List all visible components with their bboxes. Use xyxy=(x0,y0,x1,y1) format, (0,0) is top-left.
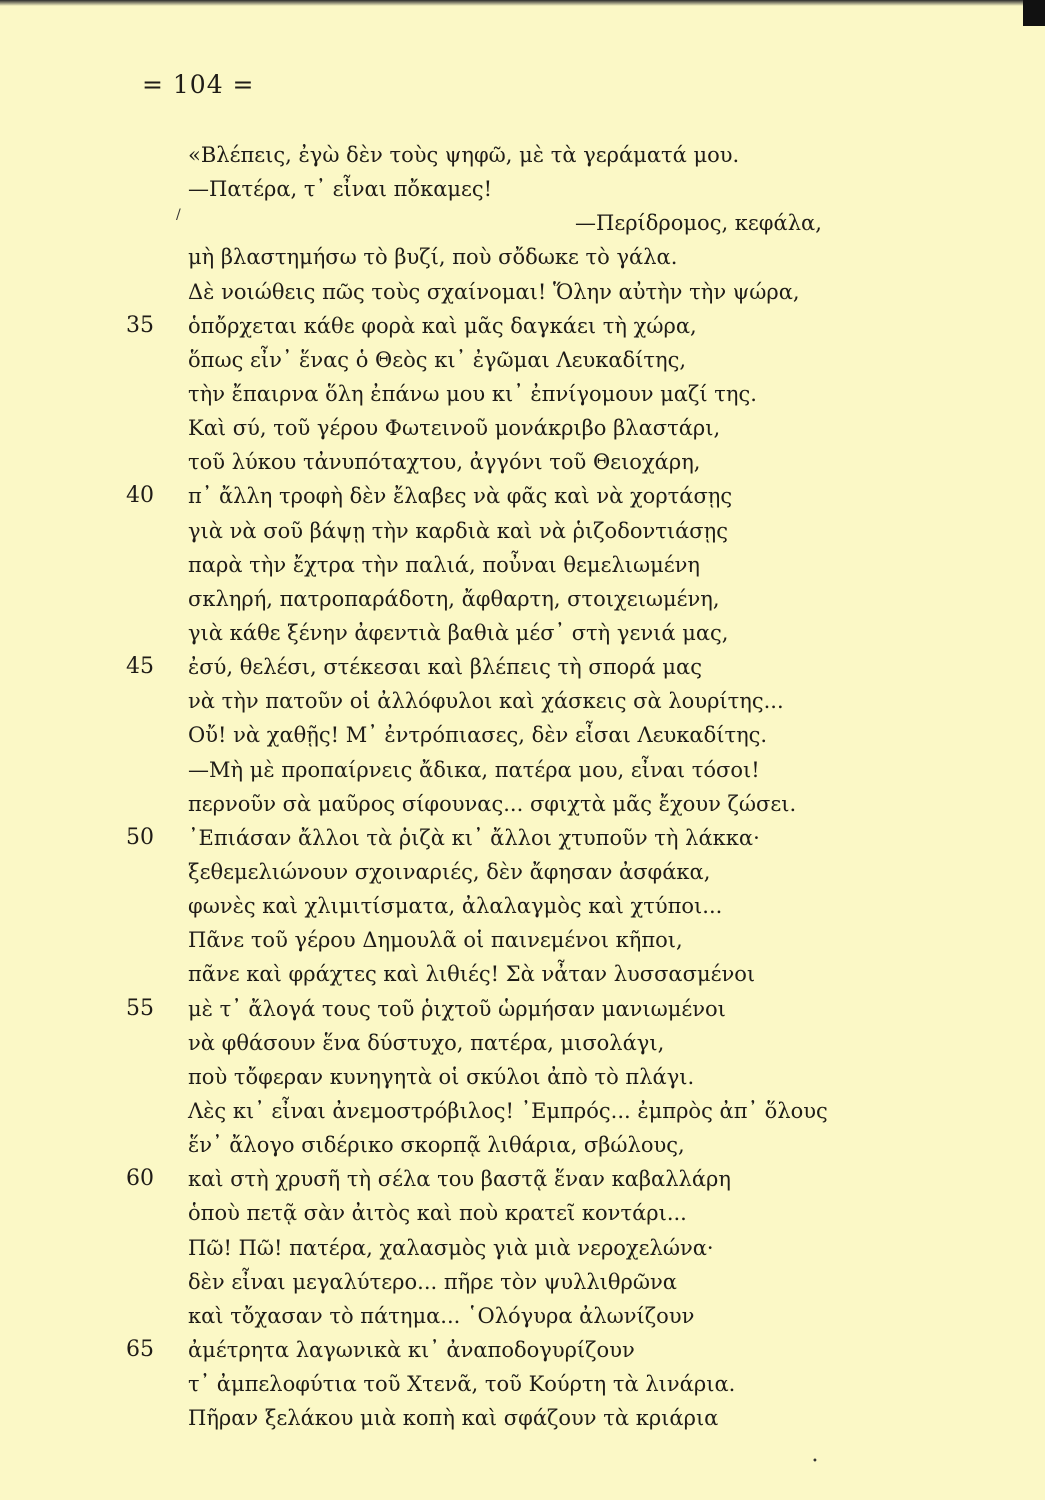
poem-line xyxy=(0,1060,1045,1094)
line-text: ἐσύ, θελέσι, στέκεσαι καὶ βλέπεις τὴ σπορά μας xyxy=(188,655,702,680)
line-text: —Πατέρα, τ᾿ εἶναι πὄκαμες! xyxy=(188,177,493,202)
line-text: π᾿ ἄλλη τροφὴ δὲν ἔλαβες νὰ φᾶς καὶ νὰ χορτάσῃς xyxy=(188,484,733,509)
poem-line xyxy=(0,206,1045,240)
poem-line xyxy=(0,1231,1045,1265)
poem-line xyxy=(0,445,1045,479)
line-text: ᾿Επιάσαν ἄλλοι τὰ ῥιζὰ κι᾿ ἄλλοι χτυποῦν τὴ λάκκα· xyxy=(188,825,760,850)
line-text: τοῦ λύκου τἀνυπόταχτου, ἀγγόνι τοῦ Θειοχάρη, xyxy=(188,450,701,475)
poem-line xyxy=(0,1128,1045,1162)
poem-line xyxy=(0,1367,1045,1401)
poem-line xyxy=(0,787,1045,821)
line-text: πᾶνε καὶ φράχτες καὶ λιθιές! Σὰ νἆταν λυσσασμένοι xyxy=(188,962,756,987)
line-number: 45 xyxy=(126,654,154,680)
poem-line xyxy=(0,650,1045,684)
poem-line xyxy=(0,684,1045,718)
poem-line xyxy=(0,1265,1045,1299)
line-text: καὶ τὄχασαν τὸ πάτημα... ῾Ολόγυρα ἀλωνίζουν xyxy=(188,1303,695,1328)
poem-line xyxy=(0,923,1045,957)
poem-line xyxy=(0,1196,1045,1230)
poem-line xyxy=(0,1026,1045,1060)
line-text: Πῆραν ξελάκου μιὰ κοπὴ καὶ σφάζουν τὰ κριάρια xyxy=(188,1406,719,1431)
poem-line xyxy=(0,616,1045,650)
poem-line xyxy=(0,548,1045,582)
line-text: «Βλέπεις, ἐγὼ δὲν τοὺς ψηφῶ, μὲ τὰ γεράματά μου. xyxy=(188,143,740,167)
line-text: τὴν ἔπαιρνα ὅλη ἐπάνω μου κι᾿ ἐπνίγομουν μαζί της. xyxy=(188,381,757,406)
poem-line xyxy=(0,1162,1045,1196)
line-text: γιὰ νὰ σοῦ βάψῃ τὴν καρδιὰ καὶ νὰ ῥιζοδοντιάσῃς xyxy=(188,518,728,543)
line-text: ὅπως εἶν᾿ ἕνας ὁ Θεὸς κι᾿ ἐγῶμαι Λευκαδίτης, xyxy=(188,347,687,372)
line-text: γιὰ κάθε ξένην ἀφεντιὰ βαθιὰ μέσ᾿ στὴ γενιά μας, xyxy=(188,620,729,645)
line-text: Δὲ νοιώθεις πῶς τοὺς σχαίνομαι! Ὅλην αὐτὴν τὴν ψώρα, xyxy=(188,279,800,304)
line-text: μὲ τ᾿ ἄλογά τους τοῦ ῥιχτοῦ ὡρμήσαν μανιωμένοι xyxy=(188,996,726,1021)
line-text: Πᾶνε τοῦ γέρου Δημουλᾶ οἱ παινεμένοι κῆποι, xyxy=(188,928,683,953)
line-text: μὴ βλαστημήσω τὸ βυζί, ποὺ σὄδωκε τὸ γάλα. xyxy=(188,245,678,270)
line-text: —Μὴ μὲ προπαίρνεις ἄδικα, πατέρα μου, εἶναι τόσοι! xyxy=(188,757,760,782)
poem-line xyxy=(0,582,1045,616)
poem-line xyxy=(0,411,1045,445)
line-text: νὰ τὴν πατοῦν οἱ ἀλλόφυλοι καὶ χάσκεις σὰ λουρίτης... xyxy=(188,689,784,714)
poem-line xyxy=(0,138,1045,172)
poem-line xyxy=(0,718,1045,752)
line-number: 50 xyxy=(126,824,154,850)
poem-line xyxy=(0,343,1045,377)
line-text: —Περίδρομος, κεφάλα, xyxy=(575,211,822,236)
line-text: ὁπὄρχεται κάθε φορὰ καὶ μᾶς δαγκάει τὴ χώρα, xyxy=(188,313,697,338)
line-text: δὲν εἶναι μεγαλύτερο... πῆρε τὸν ψυλλιθρῶνα xyxy=(188,1269,677,1294)
line-text: παρὰ τὴν ἔχτρα τὴν παλιά, ποὖναι θεμελιωμένη xyxy=(188,552,700,577)
poem-line xyxy=(0,275,1045,309)
line-text: νὰ φθάσουν ἕνα δύστυχο, πατέρα, μισολάγι, xyxy=(188,1030,665,1055)
poem-line xyxy=(0,1299,1045,1333)
poem-line xyxy=(0,855,1045,889)
line-text: περνοῦν σὰ μαῦρος σίφουνας... σφιχτὰ μᾶς ἔχουν ζώσει. xyxy=(188,791,797,816)
poem-line xyxy=(0,1094,1045,1128)
line-text: ξεθεμελιώνουν σχοιναριές, δὲν ἄφησαν ἀσφάκα, xyxy=(188,859,711,884)
scan-top-edge xyxy=(0,0,1045,6)
margin-dot: • xyxy=(812,1456,818,1467)
poem-line xyxy=(0,172,1045,206)
line-text: Λὲς κι᾿ εἶναι ἀνεμοστρόβιλος! ᾿Εμπρός... ἐμπρὸς ἀπ᾿ ὅλους xyxy=(188,1098,828,1123)
scan-corner-mark xyxy=(1023,0,1045,26)
line-text: Καὶ σύ, τοῦ γέρου Φωτεινοῦ μονάκριβο βλαστάρι, xyxy=(188,416,721,441)
poem-line xyxy=(0,992,1045,1026)
poem-body xyxy=(0,138,1045,1435)
line-number: 65 xyxy=(126,1336,154,1362)
page-number-header: = 104 = xyxy=(142,70,255,99)
poem-line xyxy=(0,753,1045,787)
line-text: ἀμέτρητα λαγωνικὰ κι᾿ ἀναποδογυρίζουν xyxy=(188,1337,635,1362)
poem-line xyxy=(0,889,1045,923)
poem-line xyxy=(0,957,1045,991)
poem-line xyxy=(0,514,1045,548)
poem-line xyxy=(0,240,1045,274)
poem-line xyxy=(0,1333,1045,1367)
line-text: σκληρή, πατροπαράδοτη, ἄφθαρτη, στοιχειωμένη, xyxy=(188,586,720,611)
poem-line xyxy=(0,479,1045,513)
poem-line xyxy=(0,1401,1045,1435)
line-number: 40 xyxy=(126,483,154,509)
line-text: καὶ στὴ χρυσῆ τὴ σέλα του βαστᾷ ἕναν καβαλλάρη xyxy=(188,1167,731,1192)
line-text: φωνὲς καὶ χλιμιτίσματα, ἀλαλαγμὸς καὶ χτύποι... xyxy=(188,894,723,919)
margin-tick: / xyxy=(176,207,181,223)
line-text: ἕν᾿ ἄλογο σιδέρικο σκορπᾷ λιθάρια, σβώλους, xyxy=(188,1133,685,1158)
line-text: ὁποὺ πετᾷ σὰν ἀιτὸς καὶ ποὺ κρατεῖ κοντάρι... xyxy=(188,1201,687,1226)
line-text: Οὔ! νὰ χαθῇς! Μ᾿ ἐντρόπιασες, δὲν εἶσαι Λευκαδίτης. xyxy=(188,723,768,748)
poem-line xyxy=(0,821,1045,855)
poem-line xyxy=(0,309,1045,343)
line-text: Πῶ! Πῶ! πατέρα, χαλασμὸς γιὰ μιὰ νεροχελώνα· xyxy=(188,1235,714,1260)
line-number: 55 xyxy=(126,995,154,1021)
line-text: ποὺ τὄφεραν κυνηγητὰ οἱ σκύλοι ἀπὸ τὸ πλάγι. xyxy=(188,1064,695,1089)
line-number: 35 xyxy=(126,312,154,338)
line-text: τ᾿ ἀμπελοφύτια τοῦ Χτενᾶ, τοῦ Κούρτη τὰ λινάρια. xyxy=(188,1372,736,1397)
poem-line xyxy=(0,377,1045,411)
line-number: 60 xyxy=(126,1166,154,1192)
